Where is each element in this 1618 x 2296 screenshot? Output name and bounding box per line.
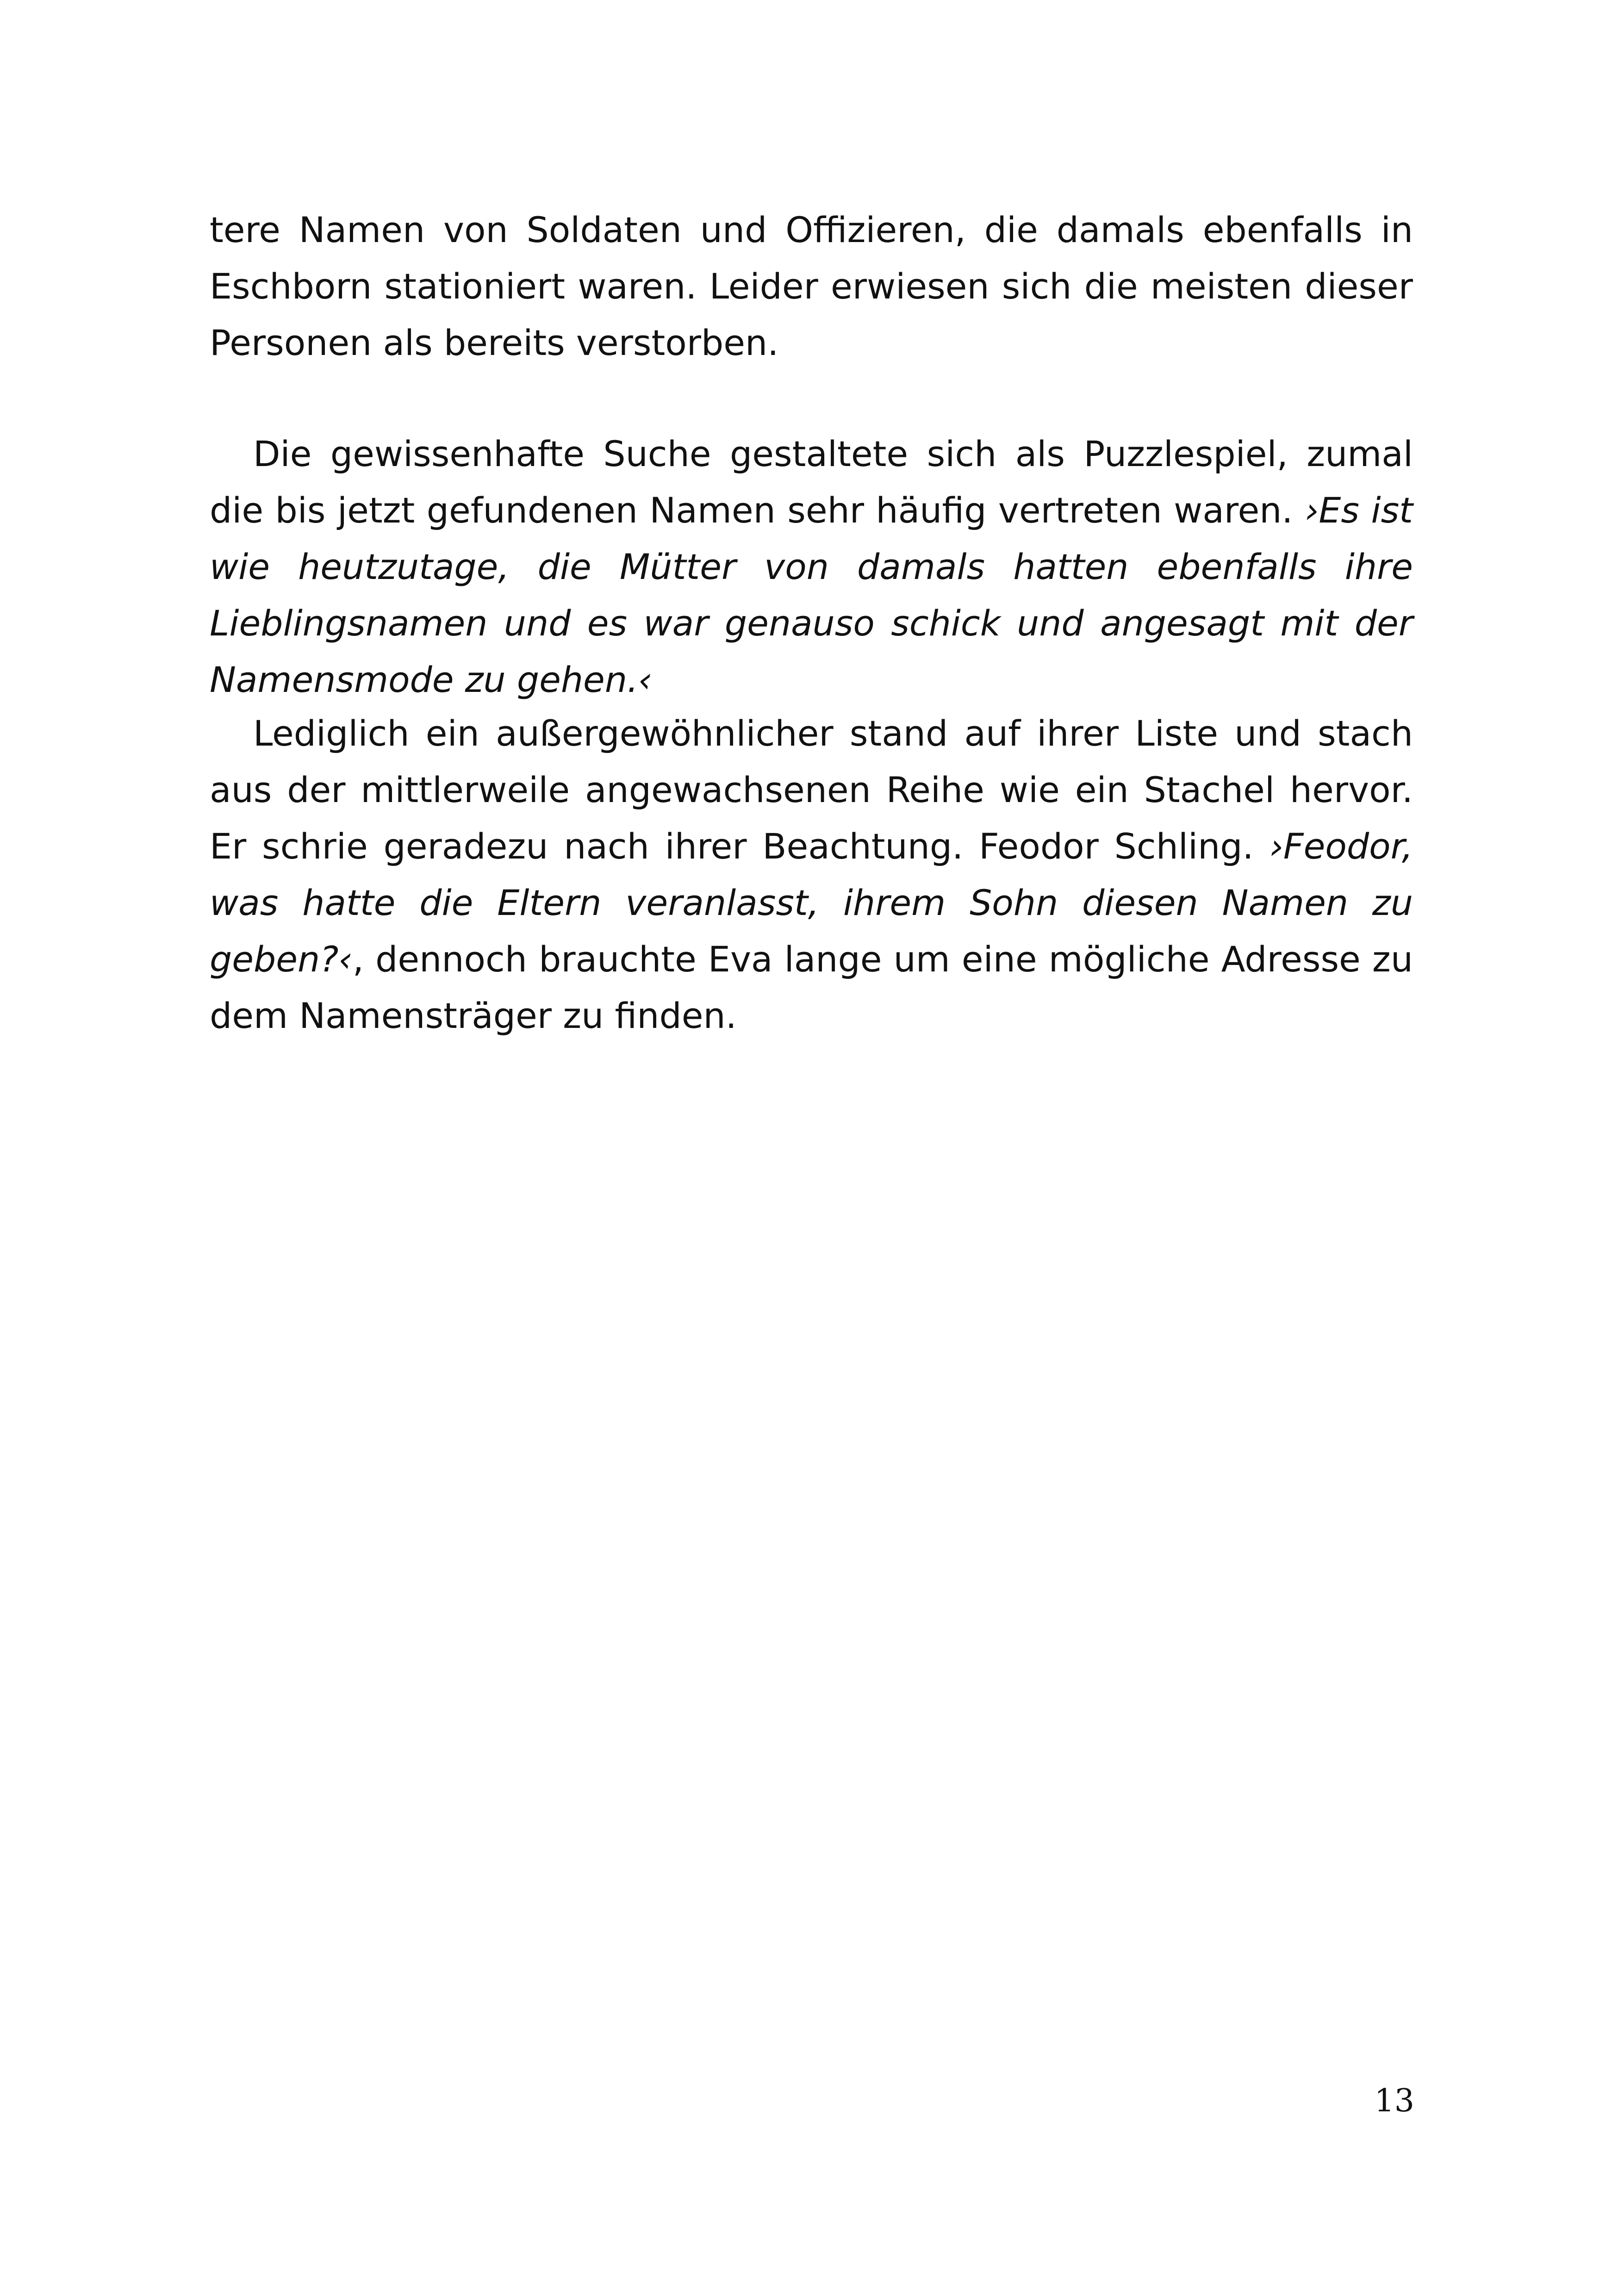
paragraph-3-text: [210, 705, 1413, 1044]
paragraph-2-body: Die gewissenhafte Suche gestaltete sich als Puzzlespiel, zumal die bis jetzt gefundenen Namen sehr häufig vertreten waren.: [210, 433, 1413, 531]
paragraph-1: [210, 202, 1413, 371]
paragraph-1-text: tere Namen von Soldaten und Offizieren, die damals ebenfalls in Eschborn stationiert waren. Leider erwiesen sich die meisten dieser Personen als bereits verstorben.: [210, 209, 1413, 363]
paragraph-2-text: [210, 426, 1413, 708]
page-number: 13: [1374, 2083, 1414, 2119]
paragraph-3-quote: ›Feodor, was hatte die Eltern veranlasst, ihrem Sohn diesen Namen zu geben?‹: [210, 826, 1413, 980]
paragraph-3: [210, 705, 1413, 1044]
paragraph-2: [210, 426, 1413, 708]
paragraph-2-quote: ›Es ist wie heutzutage, die Mütter von damals hatten ebenfalls ihre Lieblingsnamen und es war genauso schick und angesagt mit der Namensmode zu gehen.‹: [210, 490, 1413, 700]
paragraph-3-body: Lediglich ein außergewöhnlicher stand auf ihrer Liste und stach aus der mittlerweile angewachsenen Reihe wie ein Stachel hervor. Er schrie geradezu nach ihrer Beachtung. Feodor Schling.: [210, 713, 1413, 867]
paragraph-3-body-end: , dennoch brauchte Eva lange um eine mögliche Adresse zu dem Namensträger zu finden.: [210, 939, 1413, 1036]
